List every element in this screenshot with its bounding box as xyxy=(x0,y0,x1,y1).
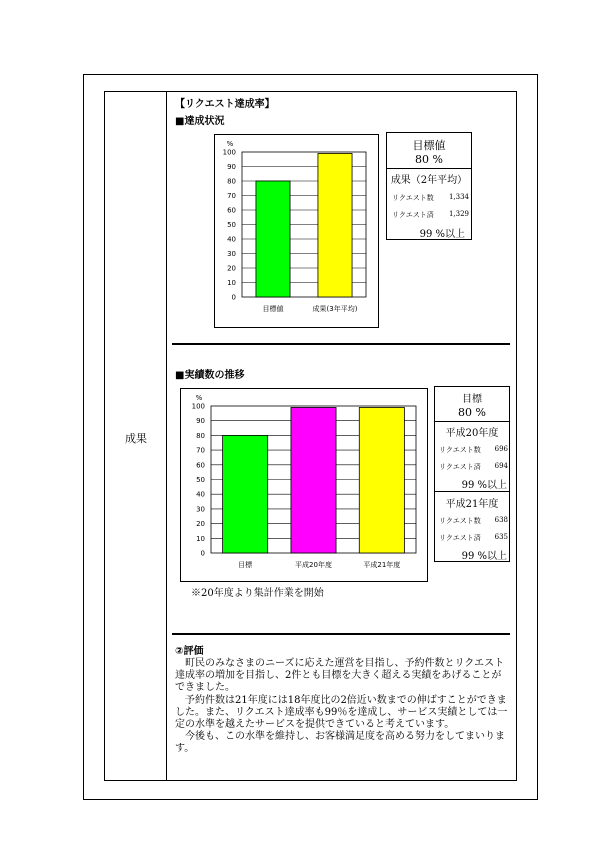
section-divider xyxy=(172,343,510,345)
y-axis-label: % xyxy=(195,394,203,402)
y20-done-value: 694 xyxy=(494,462,508,470)
bar xyxy=(359,407,404,553)
paragraph: 今後も、この水準を維持し、お客様満足度を高める努力をしてまいります。 xyxy=(175,731,505,755)
target-value: 80 % xyxy=(458,406,486,419)
divider xyxy=(435,421,509,422)
summary-box-2 xyxy=(434,386,510,562)
column-divider xyxy=(166,91,167,781)
row-label: 成果 xyxy=(125,432,147,445)
y21-done-value: 635 xyxy=(494,533,508,541)
y-tick-label: 10 xyxy=(196,534,205,543)
y-tick-label: 60 xyxy=(227,206,236,215)
x-tick-label: 平成21年度 xyxy=(363,561,401,569)
y20-count-value: 696 xyxy=(494,445,508,453)
y21-count-value: 638 xyxy=(494,516,508,524)
y-tick-label: 20 xyxy=(196,520,205,529)
y-tick-label: 10 xyxy=(227,279,236,287)
section-subtitle: ■達成状況 xyxy=(175,116,225,127)
y-tick-label: 80 xyxy=(227,177,236,186)
divider xyxy=(435,491,509,492)
y-tick-label: 30 xyxy=(227,250,236,258)
year21-label: 平成21年度 xyxy=(445,499,499,510)
bar xyxy=(318,153,352,297)
y-tick-label: 0 xyxy=(231,293,236,302)
y-tick-label: 100 xyxy=(191,402,205,411)
req-count-value: 1,334 xyxy=(448,193,469,201)
target-label: 目標 xyxy=(462,394,482,405)
y-tick-label: 0 xyxy=(200,549,205,558)
y21-count-label: リクエスト数 xyxy=(439,517,481,525)
divider xyxy=(387,168,471,169)
y-tick-label: 80 xyxy=(196,431,205,440)
y-tick-label: 100 xyxy=(222,148,236,157)
target-value: 80 % xyxy=(415,153,443,166)
bar xyxy=(223,435,268,553)
y-tick-label: 50 xyxy=(227,221,236,229)
bar xyxy=(256,181,290,297)
x-tick-label: 平成20年度 xyxy=(295,561,332,569)
chart-achievement xyxy=(214,134,379,332)
section-title: 【リクエスト達成率】 xyxy=(175,99,275,110)
y-tick-label: 60 xyxy=(196,461,205,470)
achievement-rate: 99 %以上 xyxy=(419,229,465,240)
chart-achievement-svg xyxy=(214,134,379,328)
paragraph: 町民のみなさまのニーズに応えた運営を目指し、予約件数とリクエスト達成率の増加を目指し、2件とも目標を大きく超える実績をあげることができました。 xyxy=(175,658,505,694)
target-label: 目標値 xyxy=(412,139,446,152)
y-tick-label: 70 xyxy=(227,192,236,200)
y-tick-label: 20 xyxy=(227,264,236,273)
req-count-label: リクエスト数 xyxy=(392,194,434,202)
chart-note: ※20年度より集計作業を開始 xyxy=(191,588,324,599)
chart-trend-svg xyxy=(180,388,428,582)
chart-trend xyxy=(180,388,428,586)
y-tick-label: 90 xyxy=(227,163,236,171)
summary-box-1 xyxy=(386,132,472,240)
result-label: 成果（2年平均） xyxy=(390,175,468,186)
y21-rate: 99 %以上 xyxy=(461,551,507,562)
y-tick-label: 70 xyxy=(196,446,205,455)
x-tick-label: 目標 xyxy=(238,561,253,569)
y-tick-label: 50 xyxy=(196,476,205,484)
y-tick-label: 90 xyxy=(196,417,205,426)
evaluation-text xyxy=(175,658,510,756)
y-tick-label: 40 xyxy=(227,235,236,244)
y-axis-label: % xyxy=(226,140,234,148)
y-tick-label: 30 xyxy=(196,505,205,514)
y20-rate: 99 %以上 xyxy=(461,480,507,491)
req-done-value: 1,329 xyxy=(448,210,469,218)
year20-label: 平成20年度 xyxy=(445,428,499,439)
x-tick-label: 目標値 xyxy=(262,305,284,313)
evaluation-title: ②評価 xyxy=(175,646,204,657)
bar xyxy=(291,407,336,553)
y21-done-label: リクエスト済 xyxy=(439,534,481,542)
y-tick-label: 40 xyxy=(196,490,205,499)
y20-count-label: リクエスト数 xyxy=(439,446,481,454)
paragraph: 予約件数は21年度には18年度比の2倍近い数までの伸ばすことができました。また、リクエスト達成率も99％を達成し、サービス実績としては一定の水準を越えたサービスを提供できていると考えています。 xyxy=(175,694,508,731)
x-tick-label: 成果(3年平均) xyxy=(312,305,358,313)
req-done-label: リクエスト済 xyxy=(392,211,434,219)
section-divider xyxy=(172,633,510,635)
y20-done-label: リクエスト済 xyxy=(439,463,481,471)
section-subtitle: ■実績数の推移 xyxy=(175,370,245,381)
